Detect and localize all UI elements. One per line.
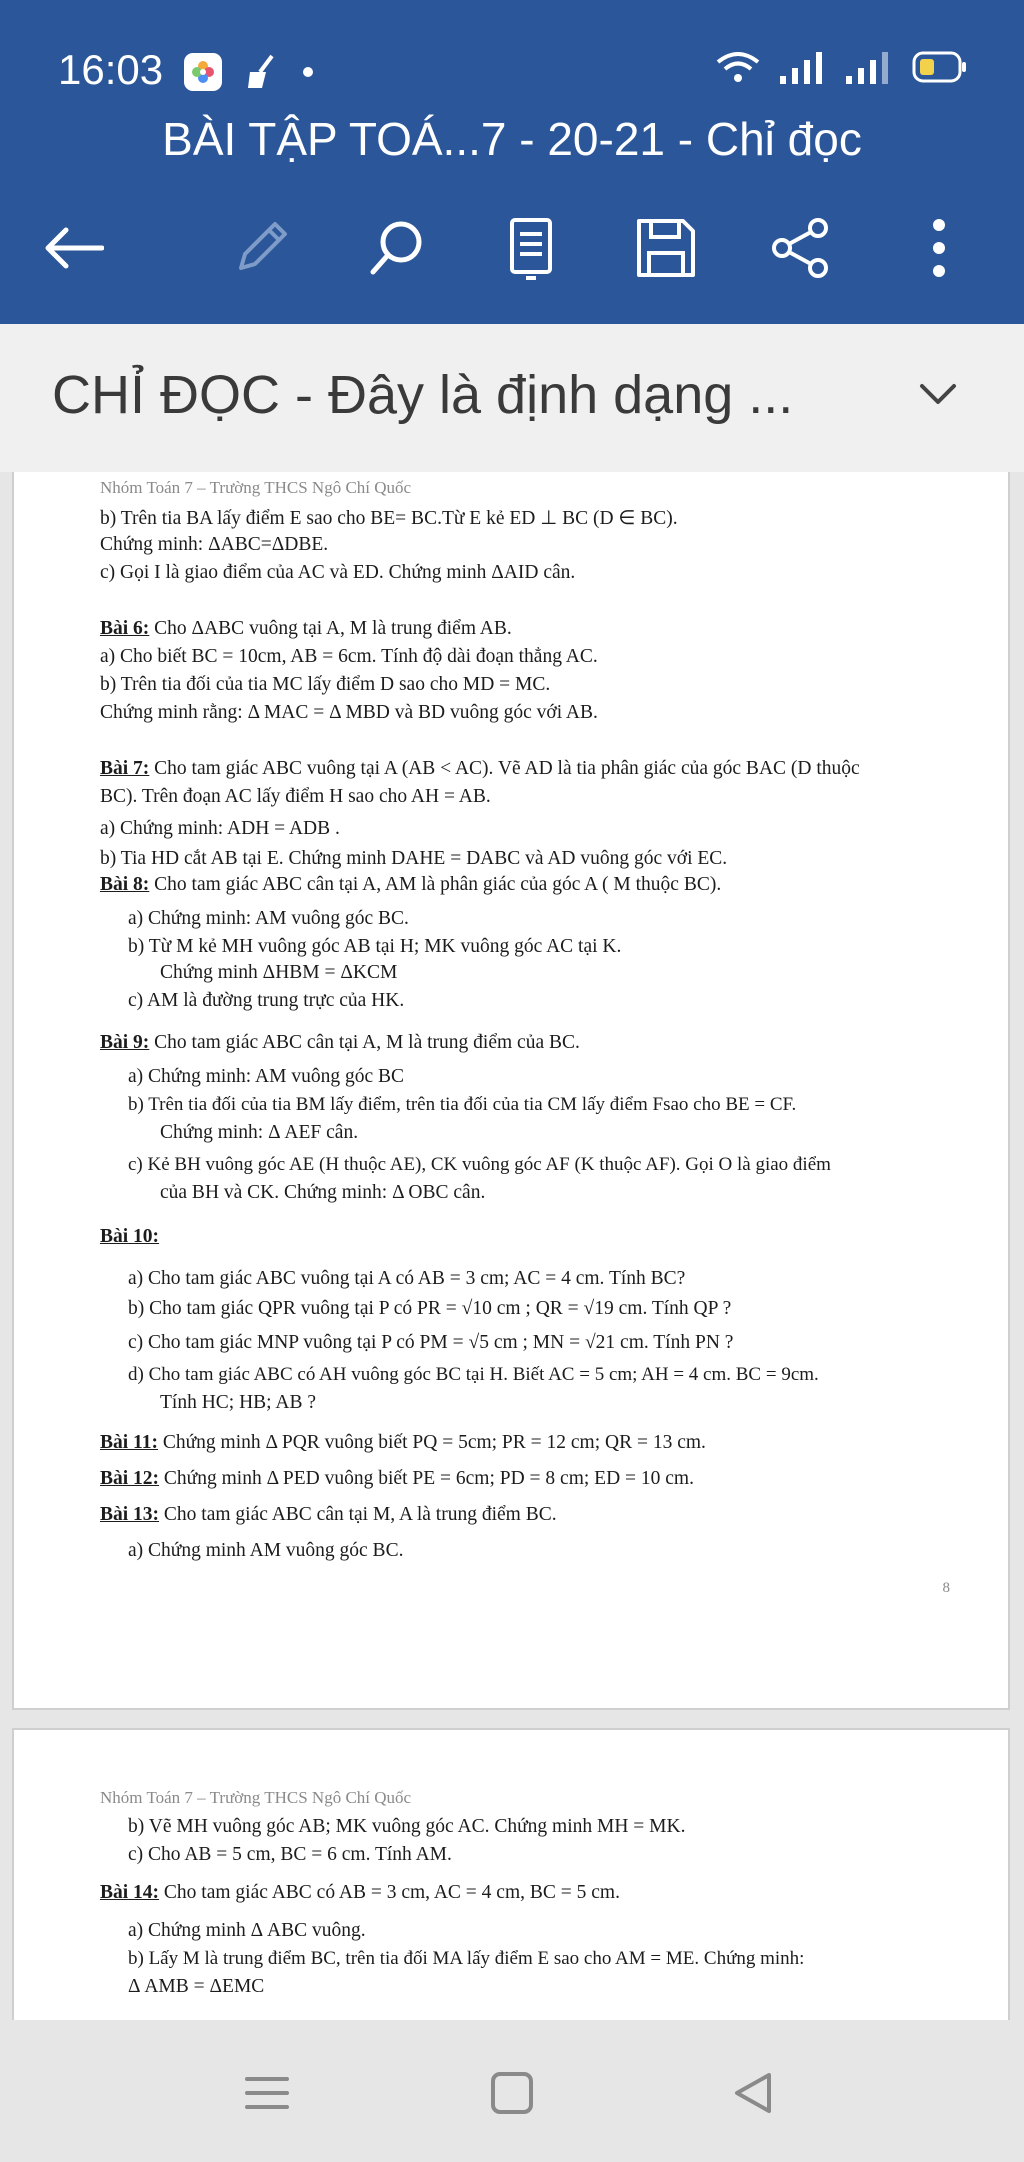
text-line: b) Tia HD cắt AB tại E. Chứng minh DAHE = DABC và AD vuông góc với EC. bbox=[100, 848, 728, 869]
text-line: Chứng minh: Δ AEF cân. bbox=[160, 1122, 359, 1143]
text-line: b) Lấy M là trung điểm BC, trên tia đối MA lấy điểm E sao cho AM = ME. Chứng minh: bbox=[128, 1948, 805, 1969]
exercise-label: Bài 8: bbox=[100, 874, 150, 895]
share-icon bbox=[770, 218, 832, 278]
toolbar bbox=[0, 215, 1024, 280]
exercise-text: Chứng minh Δ PQR vuông biết PQ = 5cm; PR = 12 cm; QR = 13 cm. bbox=[157, 1432, 706, 1453]
wifi-icon bbox=[716, 50, 760, 84]
text-line: d) Cho tam giác ABC có AH vuông góc BC tại H. Biết AC = 5 cm; AH = 4 cm. BC = 9cm. bbox=[128, 1364, 819, 1385]
exercise-7-title bbox=[100, 758, 860, 780]
exercise-text: Cho tam giác ABC cân tại A, AM là phân giác của góc A ( M thuộc BC). bbox=[149, 874, 722, 895]
reader-mode-button[interactable] bbox=[496, 215, 566, 280]
text-line: c) AM là đường trung trực của HK. bbox=[128, 990, 405, 1011]
exercise-10-title bbox=[100, 1226, 159, 1248]
signal-2-icon bbox=[846, 50, 892, 84]
exercise-text: Cho tam giác ABC có AB = 3 cm, AC = 4 cm, BC = 5 cm. bbox=[159, 1882, 620, 1903]
save-button[interactable] bbox=[631, 215, 701, 280]
exercise-label: Bài 6: bbox=[100, 618, 150, 639]
document-title: BÀI TẬP TOÁ...7 - 20-21 - Chỉ đọc bbox=[162, 113, 862, 165]
status-notifications bbox=[184, 52, 314, 92]
text-line: BC). Trên đoạn AC lấy điểm H sao cho AH = AB. bbox=[100, 786, 491, 807]
text-line: của BH và CK. Chứng minh: Δ OBC cân. bbox=[160, 1182, 486, 1203]
system-navigation-bar bbox=[0, 2020, 1024, 2162]
document-page-9 bbox=[12, 1728, 1010, 2020]
back-nav-button[interactable] bbox=[718, 2058, 788, 2128]
page-header: Nhóm Toán 7 – Trường THCS Ngô Chí Quốc bbox=[100, 478, 412, 497]
chevron-down-icon[interactable] bbox=[916, 372, 960, 416]
text-line: b) Trên tia đối của tia MC lấy điểm D sao cho MD = MC. bbox=[100, 674, 551, 695]
notification-dot-icon bbox=[302, 66, 314, 78]
text-line: a) Chứng minh Δ ABC vuông. bbox=[128, 1920, 366, 1941]
page-header: Nhóm Toán 7 – Trường THCS Ngô Chí Quốc bbox=[100, 1788, 412, 1807]
read-only-banner[interactable] bbox=[0, 324, 1024, 472]
photos-app-icon bbox=[184, 53, 222, 91]
text-line: a) Chứng minh: AM vuông góc BC. bbox=[128, 908, 409, 929]
text-line: a) Chứng minh: ADH = ADB . bbox=[100, 818, 340, 839]
exercise-13 bbox=[100, 1504, 557, 1526]
exercise-text: Cho tam giác ABC vuông tại A (AB < AC). Vẽ AD là tia phân giác của góc BAC (D thuộc bbox=[149, 758, 860, 779]
edit-button[interactable] bbox=[226, 215, 296, 280]
cleaner-app-icon bbox=[242, 52, 282, 92]
text-line: a) Cho biết BC = 10cm, AB = 6cm. Tính độ dài đoạn thẳng AC. bbox=[100, 646, 598, 667]
search-button[interactable] bbox=[362, 215, 432, 280]
exercise-6-title bbox=[100, 618, 512, 640]
share-button[interactable] bbox=[766, 215, 836, 280]
text-line: c) Cho AB = 5 cm, BC = 6 cm. Tính AM. bbox=[128, 1844, 452, 1865]
search-icon bbox=[367, 218, 427, 278]
exercise-label: Bài 11: bbox=[100, 1432, 158, 1453]
status-time: 16:03 bbox=[58, 46, 164, 93]
save-icon bbox=[635, 217, 697, 279]
text-line: c) Kẻ BH vuông góc AE (H thuộc AE), CK vuông góc AF (K thuộc AF). Gọi O là giao điểm bbox=[128, 1154, 831, 1175]
battery-icon bbox=[912, 51, 968, 83]
text-line: Chứng minh: ΔABC=ΔDBE. bbox=[100, 534, 329, 555]
text-line: a) Chứng minh AM vuông góc BC. bbox=[128, 1540, 404, 1561]
more-options-icon bbox=[929, 217, 949, 279]
signal-1-icon bbox=[780, 50, 826, 84]
app-bar bbox=[0, 0, 1024, 324]
exercise-9-title bbox=[100, 1032, 580, 1054]
read-only-banner-text: CHỈ ĐỌC - Đây là định dạng ... bbox=[52, 365, 794, 425]
text-line: a) Cho tam giác ABC vuông tại A có AB = 3 cm; AC = 4 cm. Tính BC? bbox=[128, 1268, 686, 1289]
back-arrow-icon bbox=[42, 226, 104, 270]
home-icon bbox=[490, 2071, 534, 2115]
text-line: b) Trên tia BA lấy điểm E sao cho BE= BC.Từ E kẻ ED ⊥ BC (D ∈ BC). bbox=[100, 508, 678, 529]
text-line: Chứng minh ΔHBM = ΔKCM bbox=[160, 962, 398, 983]
exercise-label: Bài 13: bbox=[100, 1504, 160, 1525]
text-line: b) Vẽ MH vuông góc AB; MK vuông góc AC. Chứng minh MH = MK. bbox=[128, 1816, 686, 1837]
text-line: b) Cho tam giác QPR vuông tại P có PR = √10 cm ; QR = √19 cm. Tính QP ? bbox=[128, 1298, 732, 1319]
more-options-button[interactable] bbox=[904, 215, 974, 280]
exercise-label: Bài 14: bbox=[100, 1882, 160, 1903]
exercise-label: Bài 7: bbox=[100, 758, 150, 779]
recent-apps-icon bbox=[245, 2075, 289, 2111]
exercise-text: Cho tam giác ABC cân tại M, A là trung điểm BC. bbox=[159, 1504, 557, 1525]
exercise-text: Cho ΔABC vuông tại A, M là trung điểm AB. bbox=[149, 618, 512, 639]
page-number: 8 bbox=[942, 1580, 950, 1596]
exercise-11 bbox=[100, 1432, 706, 1454]
exercise-label: Bài 9: bbox=[100, 1032, 150, 1053]
exercise-12 bbox=[100, 1468, 694, 1490]
home-button[interactable] bbox=[477, 2058, 547, 2128]
text-line: a) Chứng minh: AM vuông góc BC bbox=[128, 1066, 404, 1087]
text-line: c) Cho tam giác MNP vuông tại P có PM = √5 cm ; MN = √21 cm. Tính PN ? bbox=[128, 1332, 734, 1353]
text-line: Δ AMB = ΔEMC bbox=[128, 1976, 265, 1997]
text-line: b) Trên tia đối của tia BM lấy điểm, trên tia đối của tia CM lấy điểm Fsao cho BE = CF. bbox=[128, 1094, 797, 1115]
text-line: Chứng minh rằng: Δ MAC = Δ MBD và BD vuông góc với AB. bbox=[100, 702, 598, 723]
document-page-8 bbox=[12, 472, 1010, 1710]
document-viewport[interactable] bbox=[0, 472, 1024, 2020]
exercise-label: Bài 10: bbox=[100, 1226, 160, 1247]
exercise-14-title bbox=[100, 1882, 620, 1904]
exercise-label: Bài 12: bbox=[100, 1468, 160, 1489]
back-icon bbox=[731, 2071, 775, 2115]
status-indicators bbox=[716, 50, 968, 84]
exercise-8-title bbox=[100, 874, 721, 896]
pencil-icon bbox=[231, 218, 291, 278]
reader-mode-icon bbox=[506, 216, 556, 280]
exercise-text: Chứng minh Δ PED vuông biết PE = 6cm; PD = 8 cm; ED = 10 cm. bbox=[159, 1468, 694, 1489]
exercise-text: Cho tam giác ABC cân tại A, M là trung điểm của BC. bbox=[149, 1032, 580, 1053]
text-line: Tính HC; HB; AB ? bbox=[160, 1392, 317, 1413]
recent-apps-button[interactable] bbox=[232, 2058, 302, 2128]
text-line: b) Từ M kẻ MH vuông góc AB tại H; MK vuông góc AC tại K. bbox=[128, 936, 622, 957]
back-button[interactable] bbox=[38, 215, 108, 280]
text-line: c) Gọi I là giao điểm của AC và ED. Chứng minh ΔAID cân. bbox=[100, 562, 576, 583]
